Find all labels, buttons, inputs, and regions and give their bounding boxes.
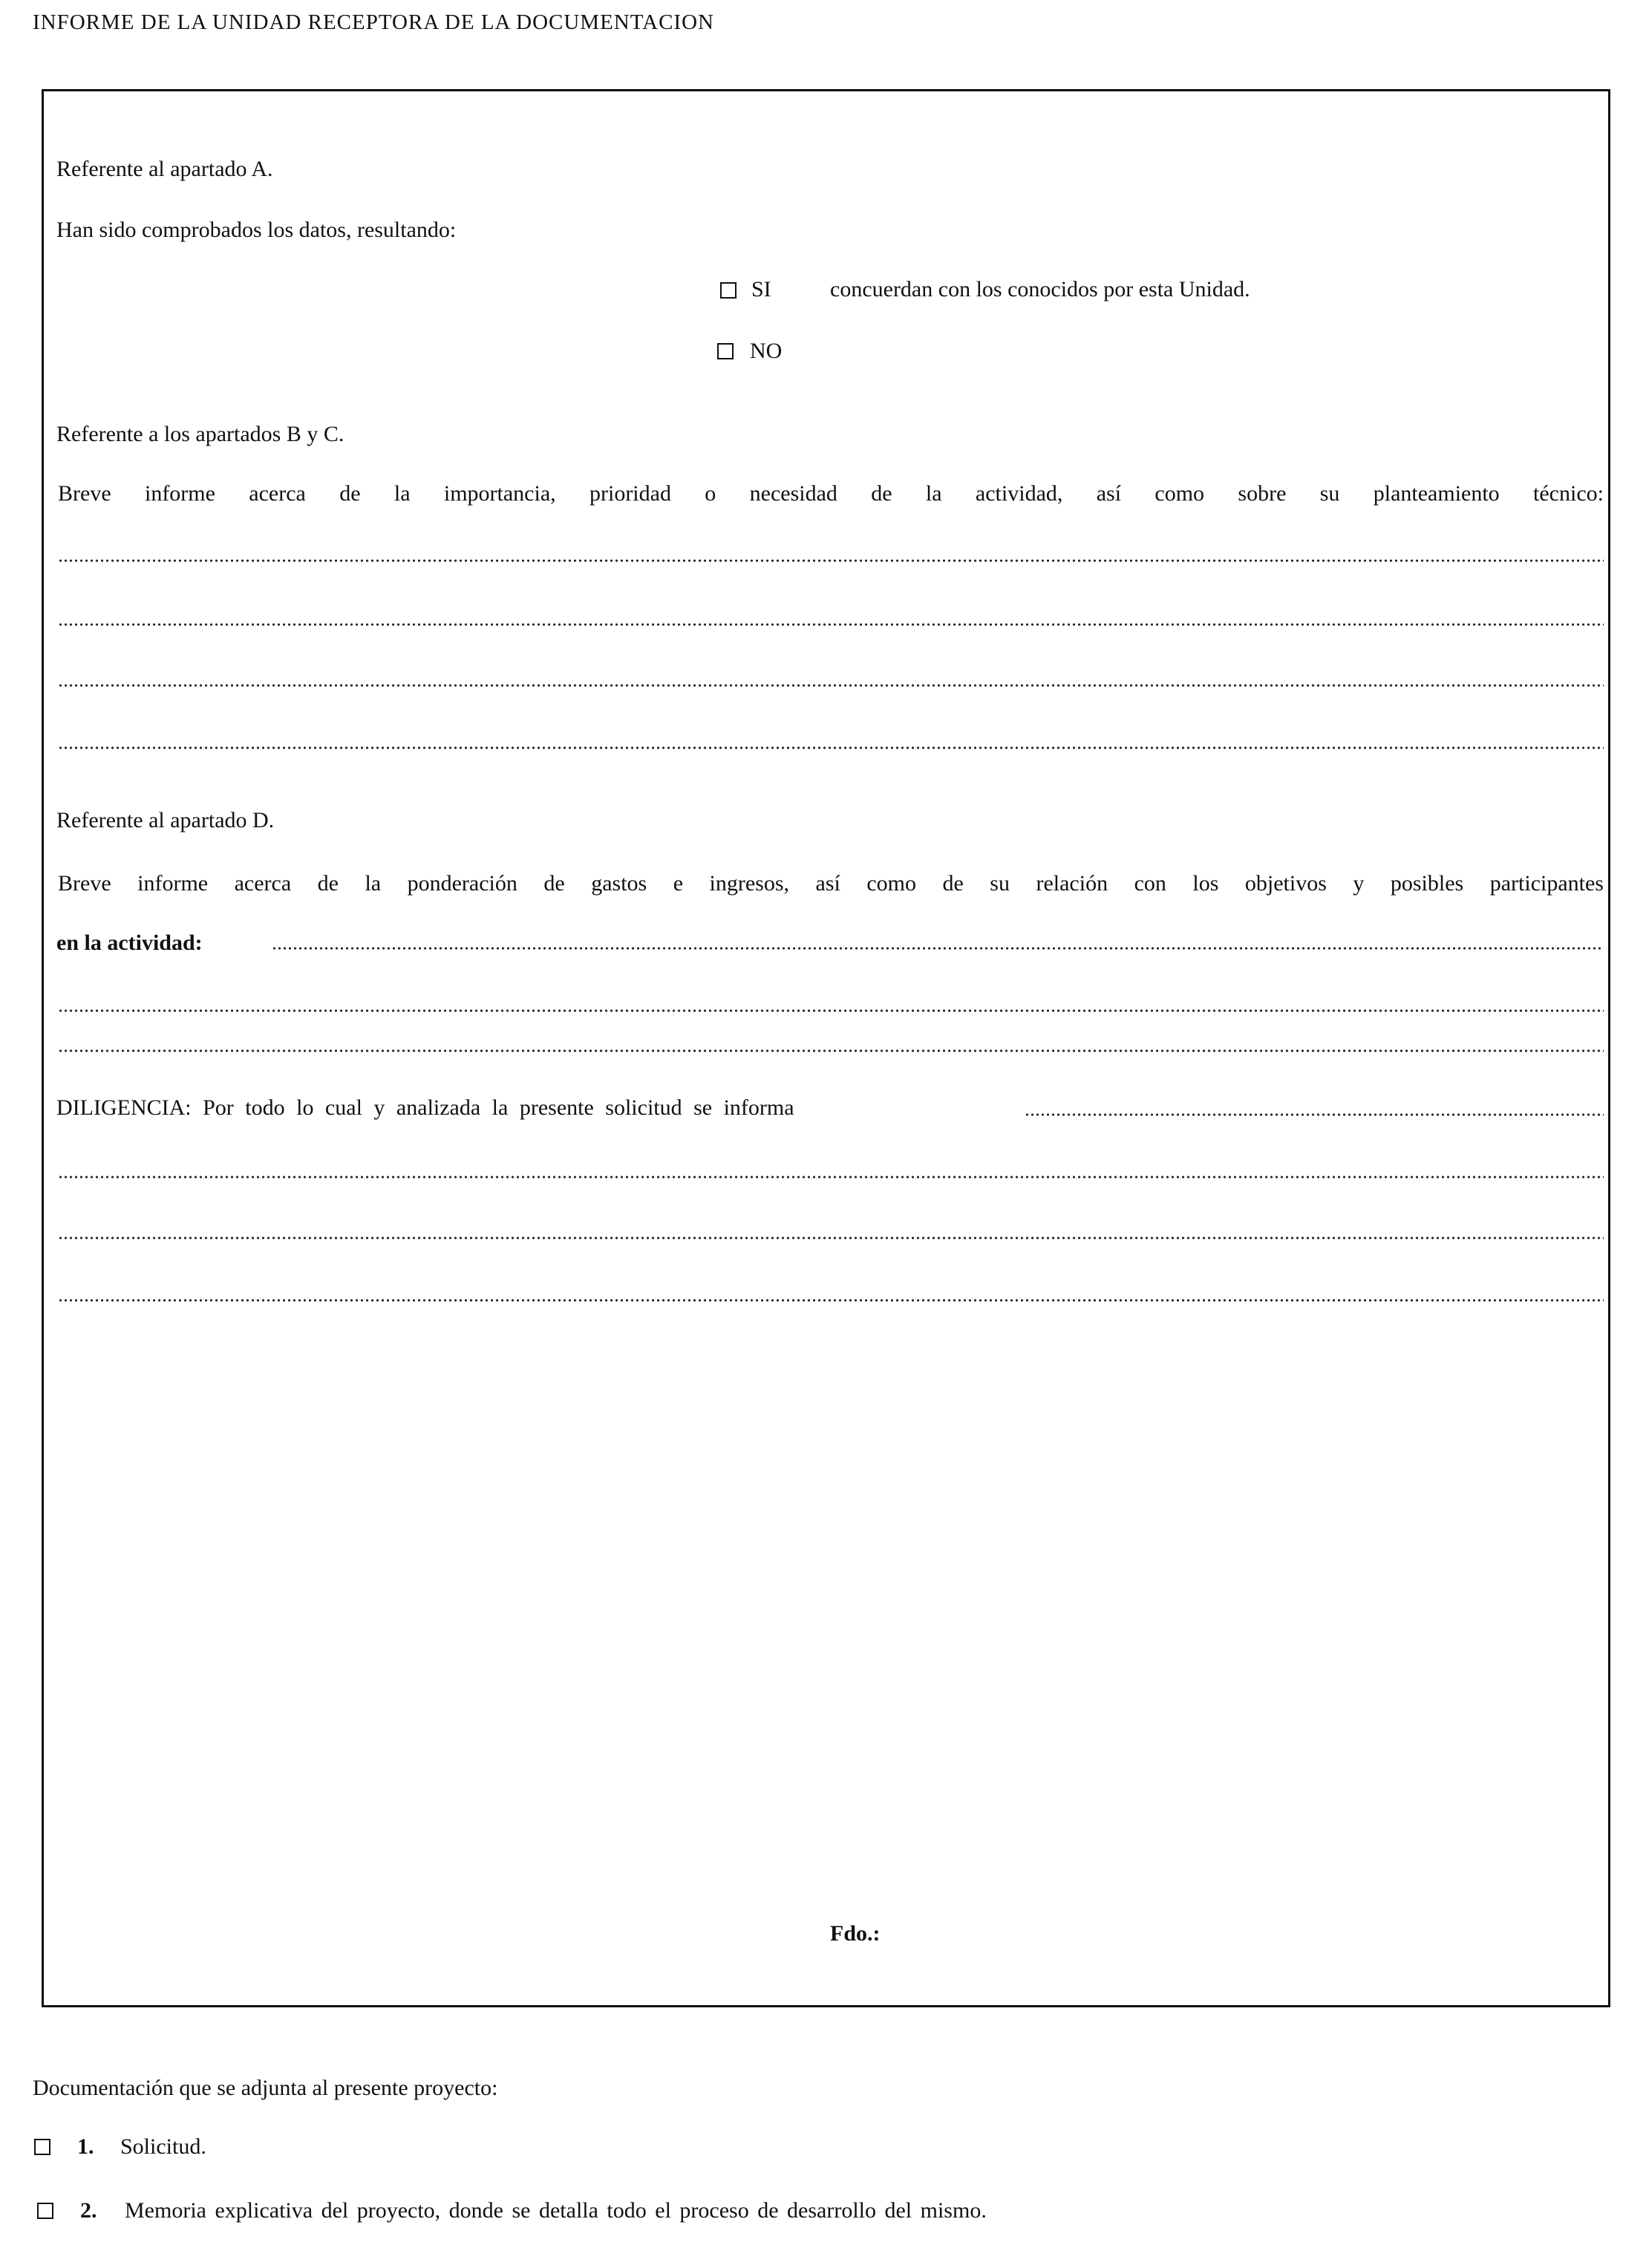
checkbox-no[interactable] — [717, 343, 734, 359]
dotted-line[interactable] — [58, 622, 1604, 627]
section-bc-intro: Breve informe acerca de la importancia, prioridad o necesidad de la actividad, así como sobre su planteamiento técnico: — [58, 481, 1604, 506]
section-d-intro-line1: Breve informe acerca de la ponderación de gastos e ingresos, así como de su relación con los objetivos y posibles participantes — [58, 871, 1604, 896]
dotted-line[interactable] — [58, 1175, 1604, 1179]
attachment-checkbox-2[interactable] — [37, 2203, 53, 2219]
document-title: INFORME DE LA UNIDAD RECEPTORA DE LA DOCUMENTACION — [33, 10, 714, 34]
attachment-number-2: 2. — [80, 2198, 97, 2223]
attachments-heading: Documentación que se adjunta al presente proyecto: — [33, 2076, 498, 2100]
dotted-line[interactable] — [58, 558, 1604, 563]
section-bc-heading: Referente a los apartados B y C. — [56, 422, 344, 446]
attachment-checkbox-1[interactable] — [34, 2139, 50, 2155]
section-a-intro: Han sido comprobados los datos, resultando: — [56, 218, 457, 242]
section-d-intro-line2: en la actividad: — [56, 931, 203, 955]
dotted-line[interactable] — [1025, 1112, 1604, 1117]
section-a-heading: Referente al apartado A. — [56, 157, 273, 181]
attachment-text-1: Solicitud. — [120, 2134, 206, 2159]
attachment-text-2: Memoria explicativa del proyecto, donde se detalla todo el proceso de desarrollo del mismo. — [125, 2198, 987, 2223]
dotted-line[interactable] — [58, 1236, 1604, 1240]
dotted-line[interactable] — [58, 1049, 1604, 1053]
section-d-heading: Referente al apartado D. — [56, 808, 275, 832]
option-no-label: NO — [750, 339, 783, 363]
option-si-text: concuerdan con los conocidos por esta Unidad. — [830, 277, 1250, 302]
dotted-line[interactable] — [58, 1298, 1604, 1303]
signature-label: Fdo.: — [830, 1921, 881, 1946]
dotted-line[interactable] — [58, 1008, 1604, 1013]
option-si-label: SI — [751, 277, 771, 302]
diligencia-text: DILIGENCIA: Por todo lo cual y analizada la presente solicitud se informa — [56, 1095, 794, 1120]
dotted-line[interactable] — [58, 683, 1604, 688]
dotted-line[interactable] — [58, 746, 1604, 750]
dotted-line[interactable] — [272, 946, 1604, 951]
attachment-number-1: 1. — [77, 2134, 94, 2159]
checkbox-si[interactable] — [720, 282, 737, 299]
